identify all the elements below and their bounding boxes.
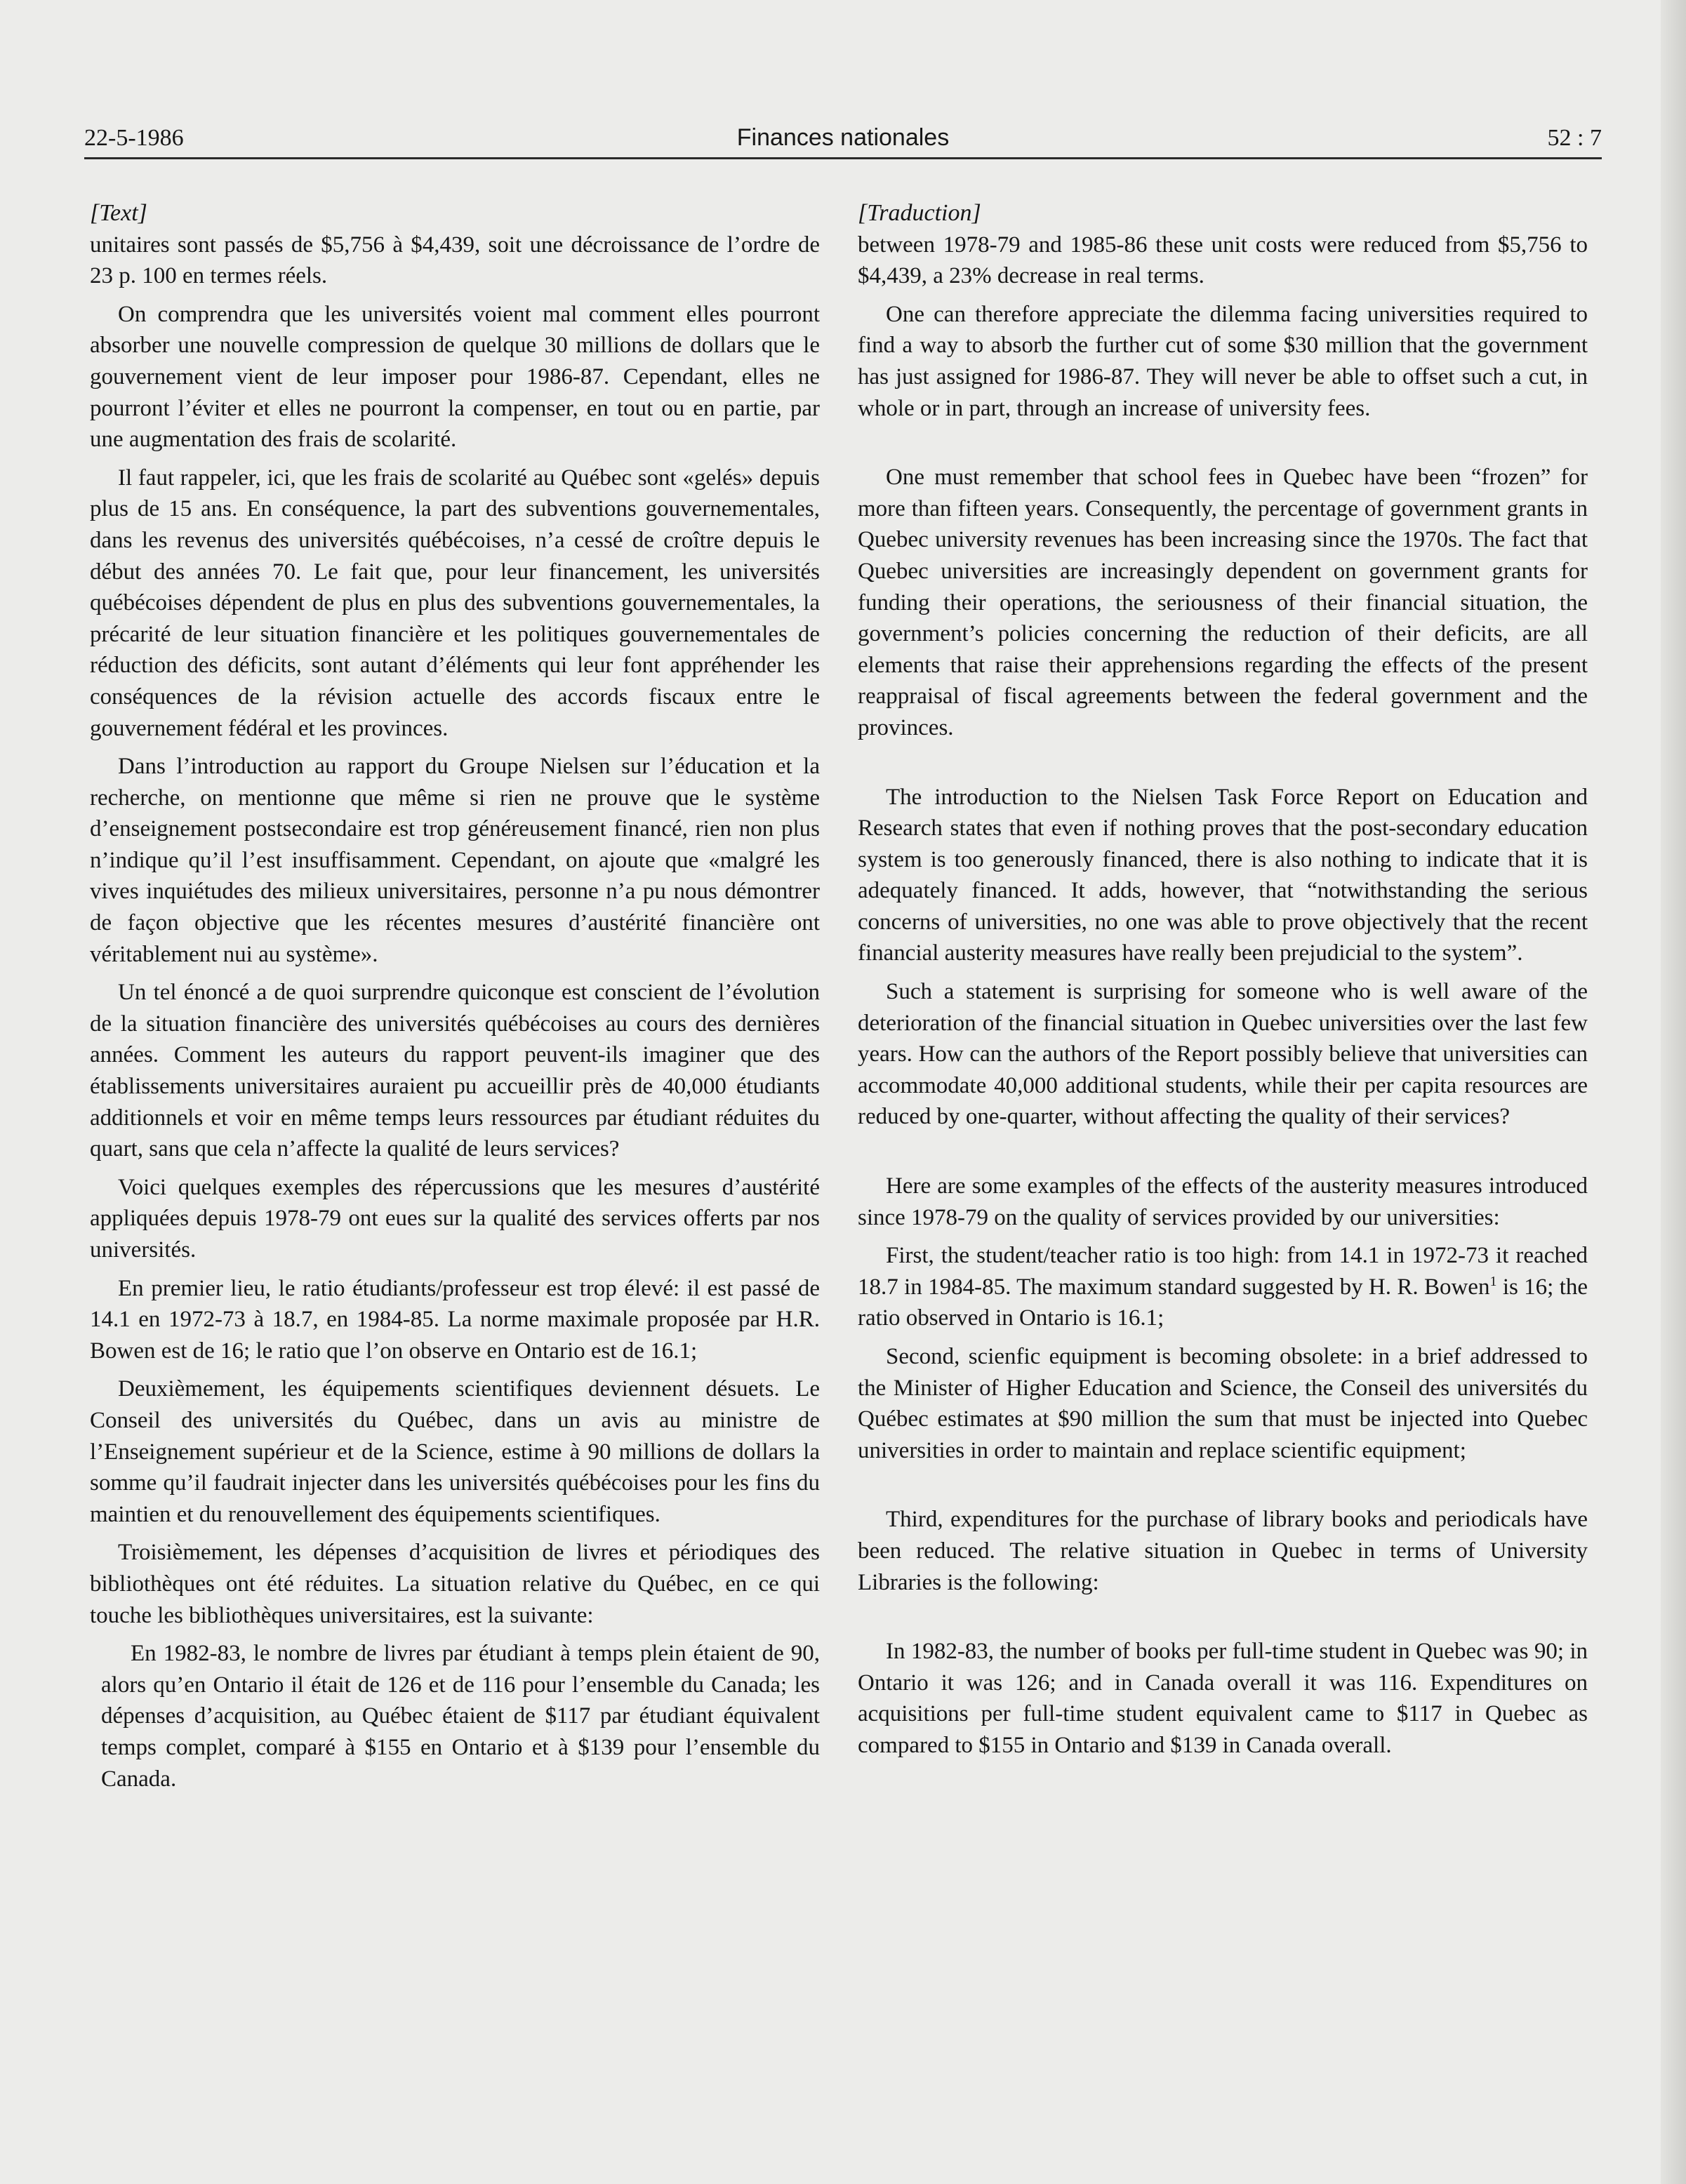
paragraph: Third, expenditures for the purchase of library books and periodicals have been reduced. The relative situation in Quebec in terms of University Libraries is the following: (858, 1507, 1588, 1595)
header-date: 22-5-1986 (84, 125, 184, 151)
paragraph: One can therefore appreciate the dilemma facing universities required to find a way to absorb the further cut of some $30 million that the government has just assigned for 1986-87. They will never be able to offset such a cut, in whole or in part, through an increase of university fees. (858, 301, 1588, 421)
paragraph: The introduction to the Nielsen Task Force Report on Education and Research states that even if nothing proves that the post-secondary education system is too generously financed, there is also nothing to indicate that it is adequately financed. It adds, however, that “notwithstanding the serious concerns of universities, no one was able to prove objectively that the recent financial austerity measures have really been prejudicial to the system”. (858, 784, 1588, 966)
header-title: Finances nationales (736, 124, 950, 151)
page-header (84, 118, 1602, 159)
paragraph: On comprendra que les universités voient mal comment elles pourront absorber une nouvelle compression de quelque 30 millions de dollars que le gouvernement vient de leur imposer pour 1986-87. Cependant, elles ne pourront l’éviter et elles ne pourront la compenser, en tout ou en partie, par une augmentation des frais de scolarité. (90, 301, 820, 453)
paragraph: Voici quelques exemples des répercussions que les mesures d’austérité appliquées depuis 1978-79 ont eues sur la qualité des services offerts par nos universités. (90, 1174, 820, 1263)
paragraph: Such a statement is surprising for someone who is well aware of the deterioration of the financial situation in Quebec universities over the last few years. How can the authors of the Report possibly believe that universities can accommodate 40,000 additional students, while their per capita resources are reduced by one-quarter, without affecting the quality of their services? (858, 979, 1588, 1130)
paragraph-part: First, the student/teacher ratio is too high: from 14.1 in 1972-73 it reached 18.7 in 1984-85. The maximum standard suggested by H. R. Bowen (858, 1243, 1588, 1300)
paragraph: Il faut rappeler, ici, que les frais de scolarité au Québec sont «gelés» depuis plus de 15 ans. En conséquence, la part des subventions gouvernementales, dans les revenus des universités québécoises, n’a cessé de croître depuis le début des années 70. Le fait que, pour leur financement, les universités québécoises dépendent de plus en plus des subventions gouvernementales, la précarité de leur situation financière et les politiques gouvernementales de réduction des déficits, sont autant d’éléments qui leur font appréhender les conséquences de la révision actuelle des accords fiscaux entre le gouvernement fédéral et les provinces. (90, 465, 820, 741)
paragraph: Deuxièmement, les équipements scientifiques deviennent désuets. Le Conseil des universités du Québec, dans un avis au ministre de l’Enseignement supérieur et de la Science, estime à 90 millions de dollars la somme qu’il faudrait injecter dans les universités québécoises pour les fins du maintien et du renouvellement des équipements scientifiques. (90, 1376, 820, 1527)
paragraph: Here are some examples of the effects of the austerity measures introduced since 1978-79 on the quality of services provided by our universities: (858, 1173, 1588, 1230)
paragraph-with-footnote (858, 1240, 1588, 1334)
english-translation-column (858, 198, 1588, 1762)
translation-label: [Traduction] (858, 200, 981, 226)
paragraph: Troisièmement, les dépenses d’acquisition de livres et périodiques des bibliothèques ont été réduites. La situation relative du Québec, en ce qui touche les bibliothèques universitaires, est la suivante: (90, 1540, 820, 1628)
french-text-column (90, 198, 820, 1795)
paragraph: unitaires sont passés de $5,756 à $4,439, soit une décroissance de l’ordre de 23 p. 100 en termes réels. (90, 232, 820, 289)
paragraph: between 1978-79 and 1985-86 these unit costs were reduced from $5,756 to $4,439, a 23% decrease in real terms. (858, 232, 1588, 289)
text-label: [Text] (90, 200, 147, 226)
paragraph: En premier lieu, le ratio étudiants/professeur est trop élevé: il est passé de 14.1 en 1972-73 à 18.7, en 1984-85. La norme maximale proposée par H.R. Bowen est de 16; le ratio que l’on observe en Ontario est de 16.1; (90, 1275, 820, 1364)
paragraph-part: is 16; the ratio observed in Ontario is 16.1; (858, 1274, 1588, 1331)
paragraph: En 1982-83, le nombre de livres par étudiant à temps plein étaient de 90, alors qu’en Ontario il était de 126 et de 116 pour l’ensemble du Canada; les dépenses d’acquisition, au Québec étaient de $117 par étudiant équivalent temps complet, comparé à $155 en Ontario et à $139 pour l’ensemble du Canada. (101, 1641, 820, 1792)
paragraph: Dans l’introduction au rapport du Groupe Nielsen sur l’éducation et la recherche, on mentionne que même si rien ne prouve que le système d’enseignement postsecondaire est trop généreusement financé, rien non plus n’indique qu’il l’est insuffisamment. Cependant, on ajoute que «malgré les vives inquiétudes des milieux universitaires, personne n’a pu nous démontrer de façon objective que les récentes mesures d’austérité financière ont véritablement nui au système». (90, 754, 820, 967)
footnote-marker: 1 (1489, 1273, 1497, 1289)
paragraph: Un tel énoncé a de quoi surprendre quiconque est conscient de l’évolution de la situation financière des universités québécoises au cours des dernières années. Comment les auteurs du rapport peuvent-ils imaginer que des établissements universitaires auraient pu accueillir près de 40,000 étudiants additionnels et voir en même temps leurs ressources par étudiant réduites du quart, sans que cela n’affecte la qualité de leurs services? (90, 980, 820, 1162)
paragraph: One must remember that school fees in Quebec have been “frozen” for more than fifteen years. Consequently, the percentage of government grants in Quebec university revenues has been increasing since the 1970s. The fact that Quebec universities are increasingly dependent on government grants for funding their operations, the seriousness of their financial situation, the government’s policies concerning the reduction of their deficits, are all elements that raise their apprehensions regarding the effects of the present reappraisal of fiscal agreements between the federal government and the provinces. (858, 465, 1588, 740)
header-page-number: 52 : 7 (1547, 125, 1602, 151)
paragraph: Second, scienfic equipment is becoming obsolete: in a brief addressed to the Minister of Higher Education and Science, the Conseil des universités du Québec estimates at $90 million the sum that must be injected into Quebec universities in order to maintain and replace scientific equipment; (858, 1344, 1588, 1463)
paragraph: In 1982-83, the number of books per full-time student in Quebec was 90; in Ontario it was 126; and in Canada overall it was 116. Expenditures on acquisitions per full-time student equivalent came to $117 in Quebec as compared to $155 in Ontario and $139 in Canada overall. (858, 1639, 1588, 1758)
